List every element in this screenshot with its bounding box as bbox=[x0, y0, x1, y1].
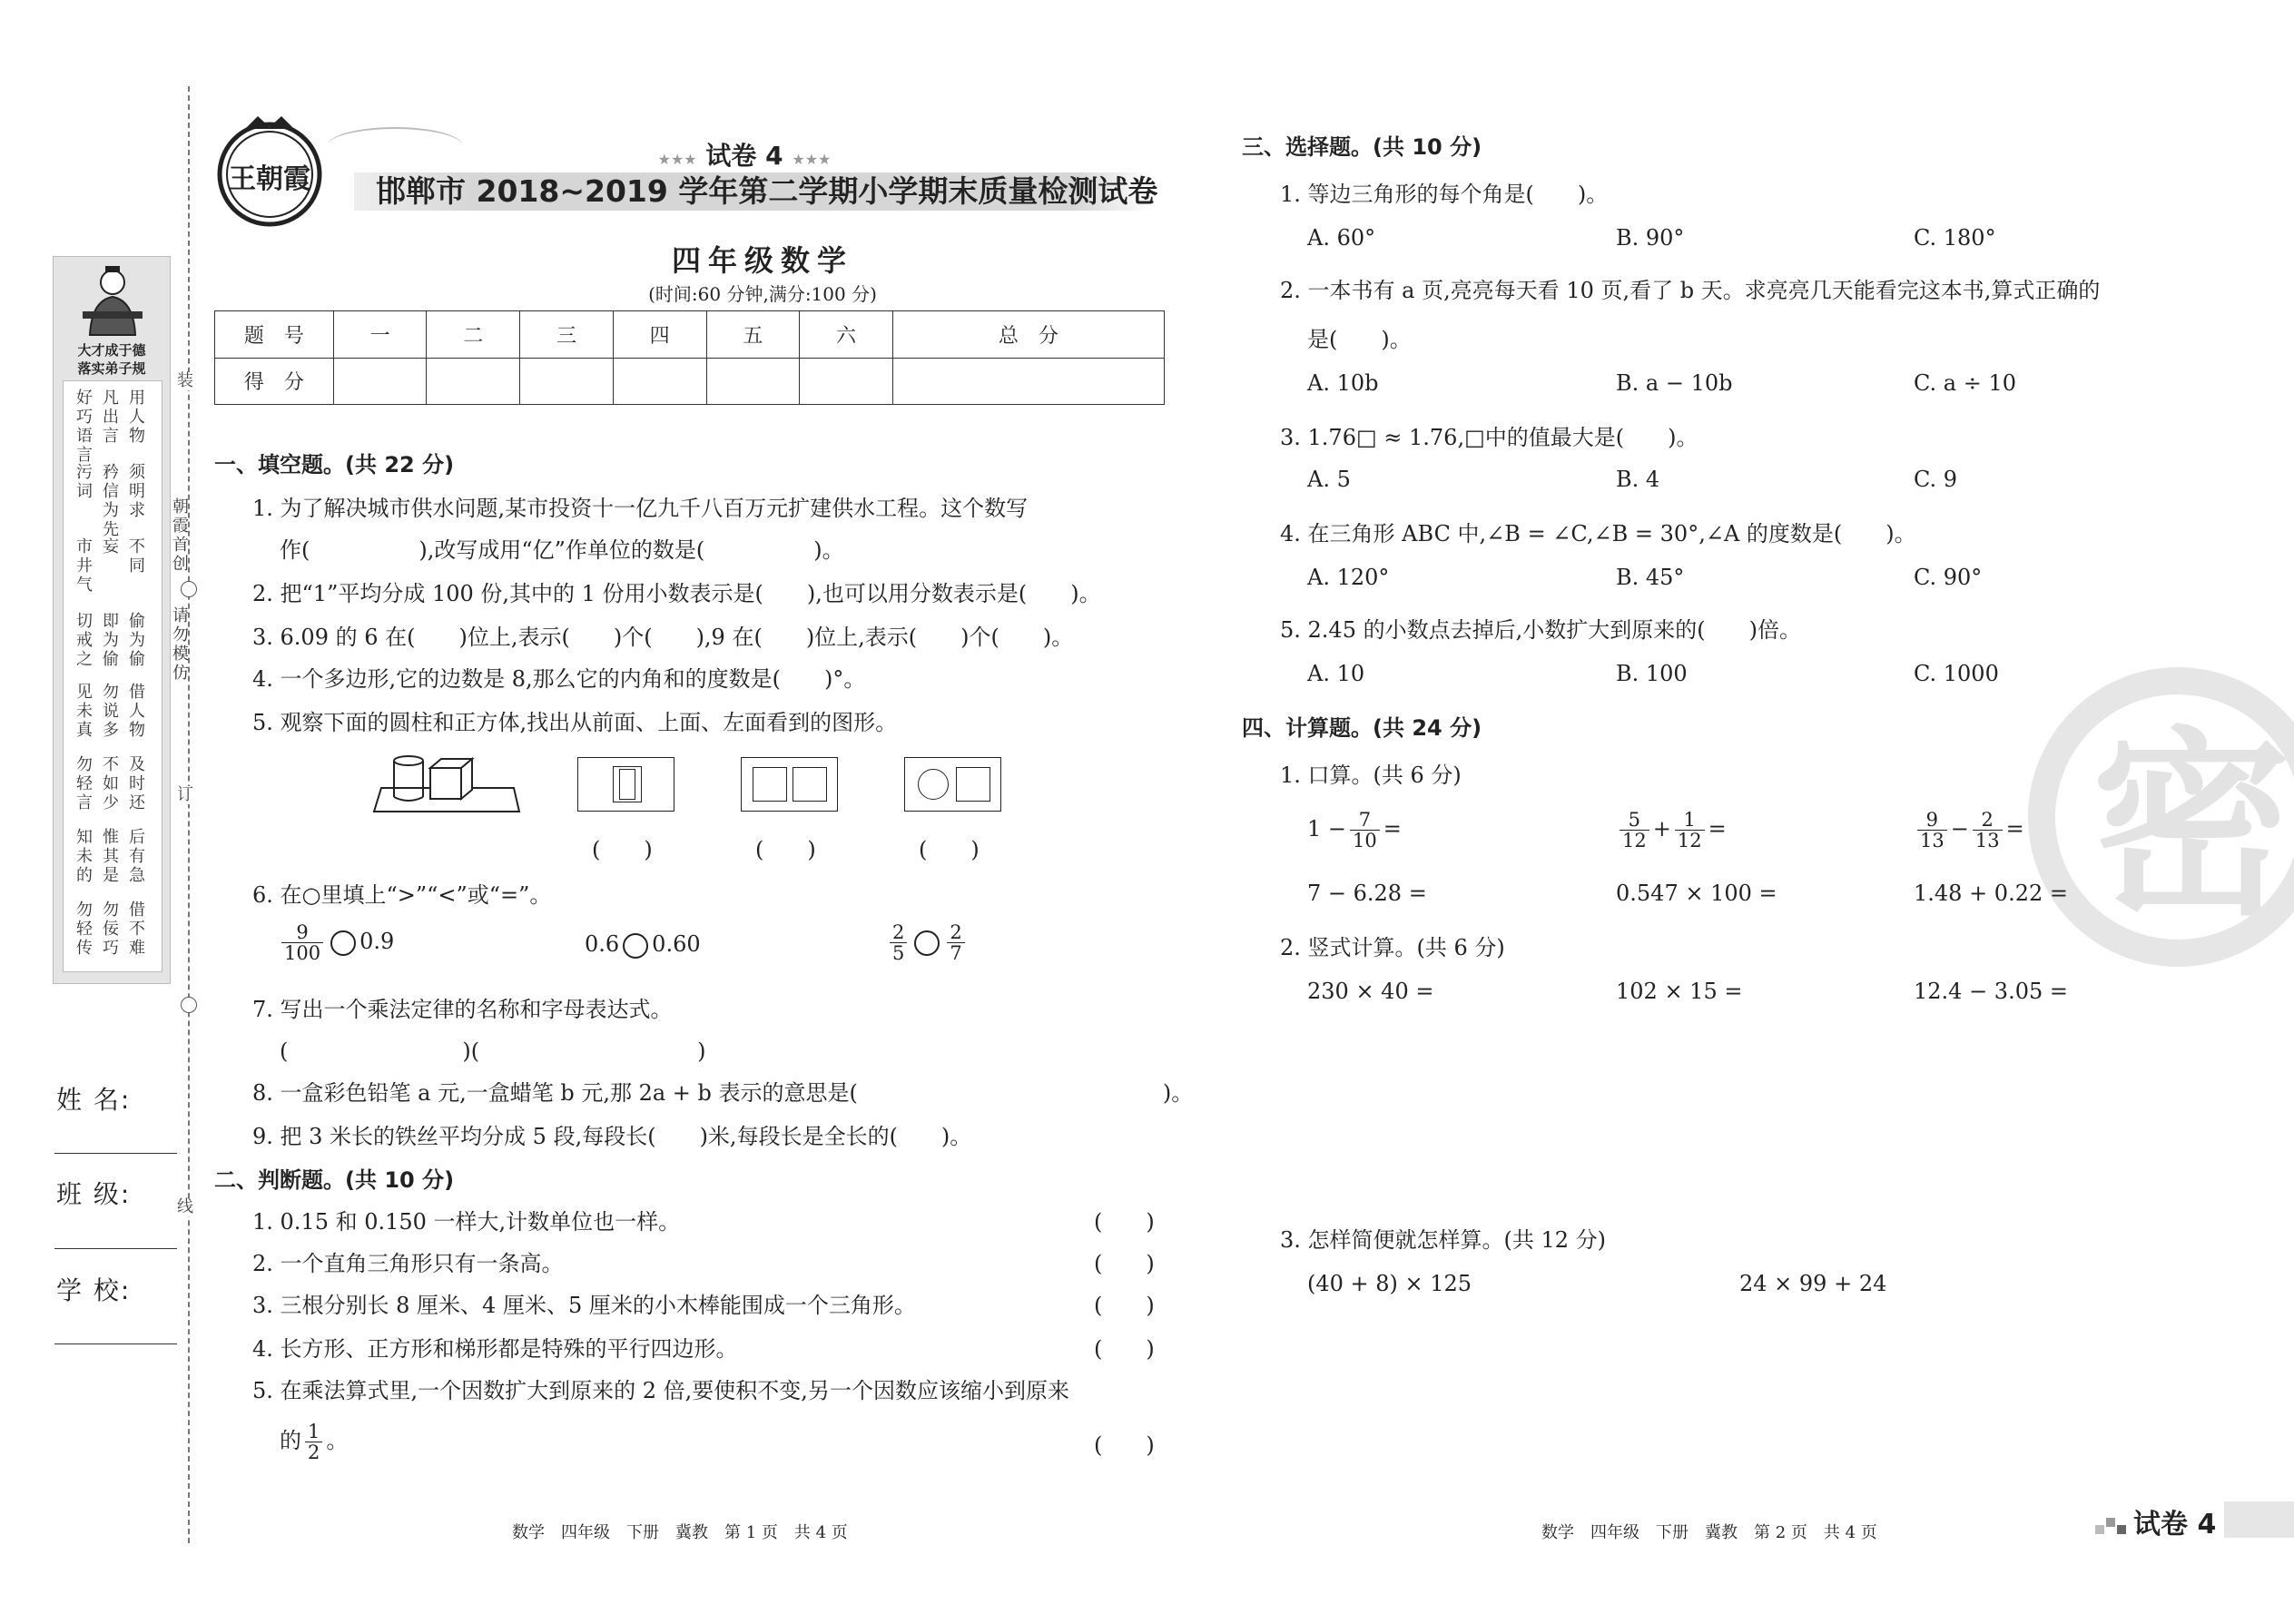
choice-option[interactable]: B. 4 bbox=[1616, 467, 1660, 492]
motto-column: 借不难 bbox=[129, 901, 145, 958]
question-text: 2. 一本书有 a 页,亮亮每天看 10 页,看了 b 天。求亮亮几天能看完这本书,算式正确的 bbox=[1280, 278, 2101, 303]
question-text: 4. 在三角形 ABC 中,∠B = ∠C,∠B = 30°,∠A 的度数是( )。 bbox=[1280, 521, 1916, 546]
motto-column: 矜信为先 bbox=[103, 463, 119, 539]
fraction: $\frac{2}{7}$ bbox=[947, 922, 964, 963]
cylinder-cube-figure bbox=[369, 752, 527, 817]
answer-bracket[interactable]: ( ) bbox=[1094, 1293, 1155, 1318]
score-cell[interactable] bbox=[800, 358, 893, 405]
motto-column: 借人物 bbox=[129, 683, 145, 740]
answer-blank[interactable]: ( ) bbox=[755, 837, 816, 862]
question-text: 9. 把 3 米长的铁丝平均分成 5 段,每段长( )米,每段长是全长的( )。 bbox=[252, 1124, 972, 1149]
question-text: 3. 1.76□ ≈ 1.76,□中的值最大是( )。 bbox=[1280, 425, 1698, 450]
motto-column: 用人物 bbox=[129, 389, 145, 446]
score-header: 二 bbox=[427, 311, 520, 359]
question-text: 是( )。 bbox=[1307, 327, 1412, 352]
motto-column: 即为偷 bbox=[103, 612, 119, 669]
section-title: 四、计算题。(共 24 分) bbox=[1242, 715, 1482, 741]
paper-label: ★★★ 试卷 4 ★★★ bbox=[657, 141, 832, 171]
score-header: 总 分 bbox=[892, 311, 1164, 359]
fraction: $\frac{2}{13}$ bbox=[1973, 810, 2003, 851]
answer-bracket[interactable]: ( ) bbox=[1094, 1336, 1155, 1362]
oral-calc: 0.547 × 100 = bbox=[1616, 881, 1777, 906]
compare-circle[interactable] bbox=[623, 933, 648, 959]
score-row-label: 得 分 bbox=[215, 358, 334, 405]
motto-column: 须明求 bbox=[129, 463, 145, 520]
fraction: $\frac{5}{12}$ bbox=[1620, 810, 1649, 851]
motto-column: 勿轻言 bbox=[76, 755, 93, 812]
question-text: 7. 写出一个乘法定律的名称和字母表达式。 bbox=[252, 997, 673, 1022]
question-text: 2. 把“1”平均分成 100 份,其中的 1 份用小数表示是( ),也可以用分数表示是( )。 bbox=[252, 581, 1101, 606]
view-figure-1 bbox=[577, 757, 674, 812]
motto-line: 大才成于德 bbox=[77, 342, 146, 359]
judgment-item: 5. 在乘法算式里,一个因数扩大到原来的 2 倍,要使积不变,另一个因数应该缩小到原来 bbox=[252, 1378, 1069, 1403]
motto-column: 勿轻传 bbox=[76, 901, 93, 958]
score-header: 四 bbox=[613, 311, 706, 359]
fraction: $\frac{2}{5}$ bbox=[890, 922, 907, 963]
judgment-item: 4. 长方形、正方形和梯形都是特殊的平行四边形。 bbox=[252, 1336, 738, 1362]
view-shape bbox=[753, 767, 787, 802]
compare-item-a: $\frac{9}{100}$ 0.9 bbox=[278, 922, 394, 963]
score-header: 五 bbox=[706, 311, 800, 359]
score-cell[interactable] bbox=[520, 358, 614, 405]
score-header: 六 bbox=[800, 311, 893, 359]
score-header: 一 bbox=[333, 311, 427, 359]
question-text: 5. 2.45 的小数点去掉后,小数扩大到原来的( )倍。 bbox=[1280, 617, 1801, 643]
score-cell[interactable] bbox=[892, 358, 1164, 405]
name-field[interactable] bbox=[54, 1153, 177, 1154]
paper-tag: 试卷 4 bbox=[2133, 1509, 2217, 1540]
motto-column: 及时还 bbox=[129, 755, 145, 812]
binding-line bbox=[188, 86, 190, 1543]
fraction: $\frac{9}{100}$ bbox=[281, 922, 323, 963]
motto-column: 污词 bbox=[76, 463, 93, 501]
watermark-text: 密 bbox=[2091, 710, 2291, 942]
brand-logo-text: 王朝霞 bbox=[229, 163, 310, 195]
vertical-note: 朝霞首创 bbox=[172, 497, 189, 574]
choice-option[interactable]: C. 9 bbox=[1914, 467, 1958, 492]
view-circle bbox=[918, 769, 949, 800]
fraction: $\frac{1}{2}$ bbox=[305, 1422, 322, 1462]
view-shape bbox=[956, 767, 990, 802]
motto-column: 后有急 bbox=[129, 828, 145, 885]
question-text: 1. 等边三角形的每个角是( )。 bbox=[1280, 182, 1609, 207]
school-label: 学 校: bbox=[56, 1275, 132, 1305]
subject-title: 四年级数学 bbox=[671, 243, 853, 278]
answer-blank[interactable]: ( ) bbox=[919, 837, 980, 862]
motto-column: 市井气 bbox=[76, 537, 93, 595]
motto-column: 知未的 bbox=[76, 828, 93, 885]
school-field[interactable] bbox=[54, 1343, 177, 1344]
score-header: 三 bbox=[520, 311, 614, 359]
answer-blank[interactable]: ( ) bbox=[592, 837, 653, 862]
oral-calc-c: $\frac{9}{13}$ − $\frac{2}{13}$ = bbox=[1914, 810, 2024, 851]
scholar-figure-icon bbox=[81, 264, 144, 339]
motto-column: 勿说多 bbox=[103, 683, 119, 740]
fraction: $\frac{9}{13}$ bbox=[1917, 810, 1947, 851]
choice-option[interactable]: A. 5 bbox=[1307, 467, 1351, 492]
motto-column: 不如少 bbox=[103, 755, 119, 812]
judgment-item-continued: 的 $\frac{1}{2}$ 。 bbox=[280, 1421, 349, 1464]
vertical-calc: 102 × 15 = bbox=[1616, 979, 1743, 1004]
binding-hole bbox=[181, 581, 197, 597]
tag-bar bbox=[2224, 1501, 2294, 1538]
question-text: 4. 一个多边形,它的边数是 8,那么它的内角和的度数是( )°。 bbox=[252, 666, 866, 692]
compare-circle[interactable] bbox=[914, 930, 940, 956]
choice-option[interactable]: B. 100 bbox=[1616, 661, 1688, 686]
section-title: 一、填空题。(共 22 分) bbox=[214, 452, 455, 477]
compare-item-c bbox=[886, 922, 969, 963]
score-table bbox=[214, 310, 1165, 405]
answer-bracket[interactable]: ( ) bbox=[1094, 1209, 1155, 1235]
score-cell[interactable] bbox=[333, 358, 427, 405]
judgment-item: 2. 一个直角三角形只有一条高。 bbox=[252, 1251, 564, 1276]
question-text: 8. 一盒彩色铅笔 a 元,一盒蜡笔 b 元,那 2a + b 表示的意思是( )。 bbox=[252, 1080, 1194, 1106]
answer-blank[interactable]: ( )( ) bbox=[280, 1038, 706, 1064]
view-shape bbox=[793, 767, 827, 802]
motto-column: 好巧语言 bbox=[76, 389, 93, 465]
score-cell[interactable] bbox=[706, 358, 800, 405]
oral-calc: 7 − 6.28 = bbox=[1307, 881, 1427, 906]
exam-title: 邯郸市 2018~2019 学年第二学期小学期末质量检测试卷 bbox=[376, 173, 1158, 209]
choice-option[interactable]: A. 60° bbox=[1307, 225, 1376, 251]
exam-info: (时间:60 分钟,满分:100 分) bbox=[648, 283, 877, 305]
choice-option[interactable]: C. 1000 bbox=[1914, 661, 1999, 686]
choice-option[interactable]: B. 45° bbox=[1616, 565, 1685, 590]
choice-option[interactable]: A. 10 bbox=[1307, 661, 1365, 686]
oral-calc: 1.48 + 0.22 = bbox=[1914, 881, 2068, 906]
vertical-calc: 230 × 40 = bbox=[1307, 979, 1434, 1004]
choice-option[interactable]: B. 90° bbox=[1616, 225, 1685, 251]
question-text: 3. 6.09 的 6 在( )位上,表示( )个( ),9 在( )位上,表示( )个( )。 bbox=[252, 625, 1074, 650]
confidential-watermark bbox=[2028, 667, 2294, 967]
motto-column: 惟其是 bbox=[103, 828, 119, 885]
section-title: 二、判断题。(共 10 分) bbox=[214, 1167, 455, 1193]
choice-option[interactable]: B. a − 10b bbox=[1616, 370, 1733, 396]
question-text: 5. 观察下面的圆柱和正方体,找出从前面、上面、左面看到的图形。 bbox=[252, 710, 898, 735]
motto-column: 切戒之 bbox=[76, 612, 93, 669]
question-text: 2. 竖式计算。(共 6 分) bbox=[1280, 935, 1505, 960]
simplify-calc: 24 × 99 + 24 bbox=[1739, 1271, 1887, 1296]
motto-column: 凡出言 bbox=[103, 389, 119, 446]
question-text: 3. 怎样简便就怎样算。(共 12 分) bbox=[1280, 1227, 1607, 1253]
motto-column: 不同 bbox=[129, 537, 145, 576]
cut-label: 线 bbox=[172, 1198, 198, 1216]
tag-decoration bbox=[2095, 1511, 2132, 1538]
page-footer: 数学 四年级 下册 冀教 第 1 页 共 4 页 bbox=[512, 1523, 848, 1542]
name-label: 姓 名: bbox=[56, 1085, 132, 1115]
motto-column: 偷为偷 bbox=[129, 612, 145, 669]
vertical-note: 请勿模仿 bbox=[172, 606, 189, 683]
compare-item-b: 0.6 0.60 bbox=[585, 931, 701, 957]
vertical-calc: 12.4 − 3.05 = bbox=[1914, 979, 2068, 1004]
fraction: $\frac{1}{12}$ bbox=[1675, 810, 1705, 851]
question-text: 6. 在○里填上“>”“<”或“=”。 bbox=[252, 882, 552, 908]
motto-line: 落实弟子规 bbox=[77, 360, 146, 377]
class-label: 班 级: bbox=[56, 1179, 132, 1209]
view-figure-3 bbox=[904, 757, 1001, 812]
choice-option[interactable]: C. 180° bbox=[1914, 225, 1996, 251]
cut-label: 订 bbox=[172, 786, 198, 804]
ribbon-decoration bbox=[327, 127, 463, 165]
oral-calc-b: $\frac{5}{12}$ + $\frac{1}{12}$ = bbox=[1616, 810, 1727, 851]
motto-column: 见未真 bbox=[76, 683, 93, 740]
judgment-item: 3. 三根分别长 8 厘米、4 厘米、5 厘米的小木棒能围成一个三角形。 bbox=[252, 1293, 916, 1318]
class-field[interactable] bbox=[54, 1248, 177, 1249]
score-cell[interactable] bbox=[613, 358, 706, 405]
choice-option[interactable]: A. 10b bbox=[1307, 370, 1379, 396]
fraction: $\frac{7}{10}$ bbox=[1350, 810, 1380, 851]
question-text: 1. 口算。(共 6 分) bbox=[1280, 763, 1462, 788]
paper-label-text: 试卷 4 bbox=[705, 141, 783, 171]
view-shape bbox=[619, 769, 635, 800]
binding-hole bbox=[181, 997, 197, 1013]
answer-bracket[interactable]: ( ) bbox=[1094, 1432, 1155, 1458]
judgment-item: 1. 0.15 和 0.150 一样大,计数单位也一样。 bbox=[252, 1209, 681, 1235]
score-cell[interactable] bbox=[427, 358, 520, 405]
simplify-calc: (40 + 8) × 125 bbox=[1307, 1271, 1472, 1296]
question-text: 1. 为了解决城市供水问题,某市投资十一亿九千八百万元扩建供水工程。这个数写 bbox=[252, 496, 1029, 521]
motto-column: 妄 bbox=[103, 537, 119, 556]
choice-option[interactable]: C. 90° bbox=[1914, 565, 1983, 590]
motto-column: 勿佞巧 bbox=[103, 901, 119, 958]
answer-bracket[interactable]: ( ) bbox=[1094, 1251, 1155, 1276]
score-header: 题 号 bbox=[215, 311, 334, 359]
oral-calc-a: 1 − $\frac{7}{10}$ = bbox=[1307, 809, 1402, 852]
cut-label: 装 bbox=[172, 372, 198, 390]
compare-circle[interactable] bbox=[330, 930, 356, 956]
choice-option[interactable]: C. a ÷ 10 bbox=[1914, 370, 2016, 396]
choice-option[interactable]: A. 120° bbox=[1307, 565, 1390, 590]
section-title: 三、选择题。(共 10 分) bbox=[1242, 134, 1482, 160]
question-text: 作( ),改写成用“亿”作单位的数是( )。 bbox=[280, 537, 844, 563]
view-figure-2 bbox=[741, 757, 838, 812]
page-footer: 数学 四年级 下册 冀教 第 2 页 共 4 页 bbox=[1541, 1523, 1877, 1542]
